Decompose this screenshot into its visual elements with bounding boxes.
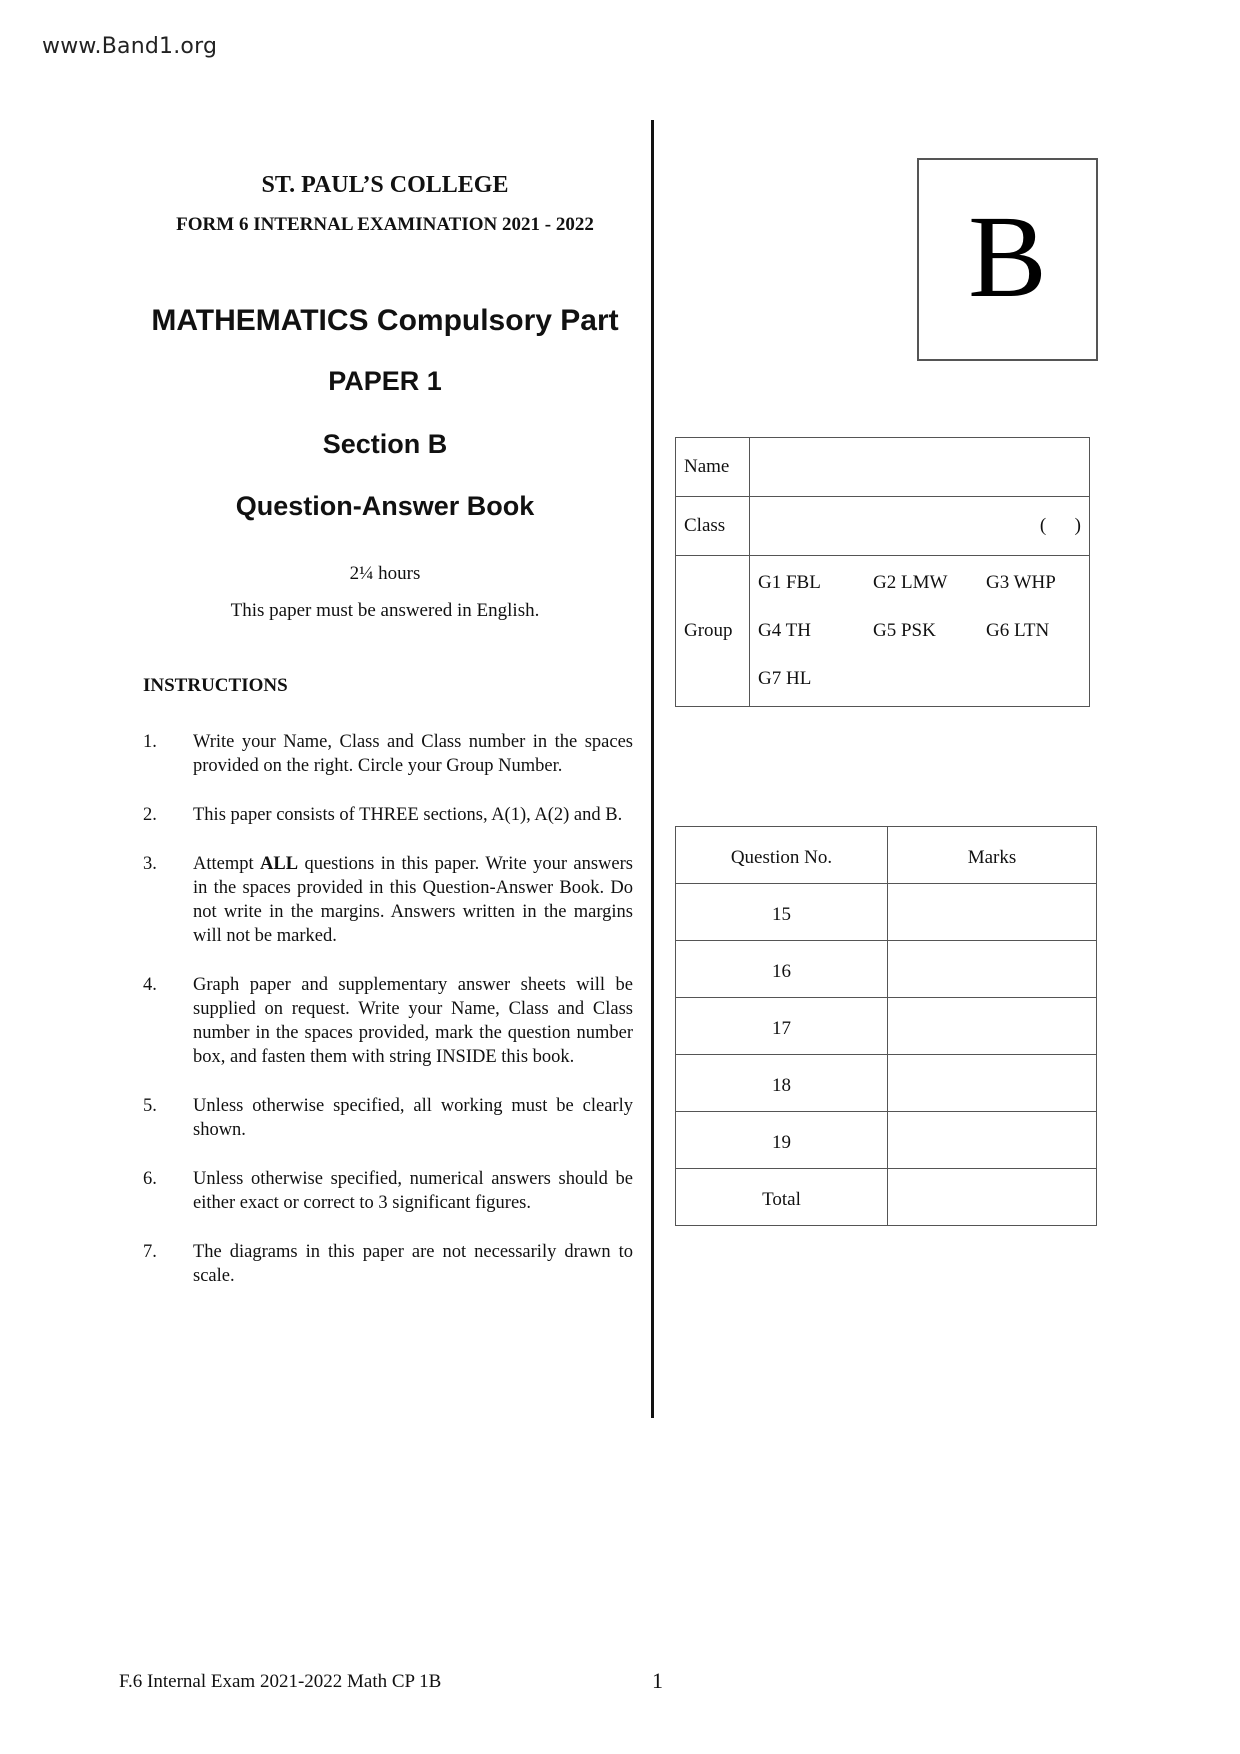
group-option[interactable]: G7 HL: [758, 668, 812, 689]
group-label: Group: [676, 556, 750, 707]
table-row: [676, 998, 1097, 1055]
paper-title: PAPER 1: [328, 366, 442, 396]
page-number: 1: [652, 1668, 663, 1693]
instruction-text: [193, 852, 633, 948]
name-field[interactable]: [750, 438, 1090, 497]
duration: 2¼ hours: [349, 563, 421, 584]
group-options: [750, 556, 1090, 707]
total-marks-cell[interactable]: [888, 1169, 1097, 1226]
marks-cell[interactable]: [888, 941, 1097, 998]
table-row: [676, 1055, 1097, 1112]
group-option[interactable]: G6 LTN: [986, 620, 1050, 641]
class-label: Class: [676, 497, 750, 556]
instruction-text-pre: Attempt: [193, 854, 261, 874]
header-question-no: Question No.: [676, 827, 888, 884]
instruction-text-emphasis: ALL: [260, 854, 299, 874]
instruction-number: 6.: [143, 1169, 157, 1189]
group-row: [676, 556, 1090, 707]
book-title: Question-Answer Book: [235, 491, 535, 521]
section-letter-box: [917, 158, 1098, 361]
instruction-text-post: questions in this paper. Write your answers in the spaces provided in this Question-Answer Book. Do not write in the margins. Answers written in the margins will not be marked.: [193, 854, 633, 946]
marks-cell[interactable]: [888, 884, 1097, 941]
vertical-divider: [651, 120, 654, 1418]
question-number: 16: [676, 941, 888, 998]
question-number: 19: [676, 1112, 888, 1169]
instruction-text: Unless otherwise specified, all working must be clearly shown.: [193, 1096, 633, 1140]
instruction-text: This paper consists of THREE sections, A(1), A(2) and B.: [193, 805, 623, 825]
instruction-item: [143, 852, 633, 948]
instruction-number: 4.: [143, 975, 157, 995]
marks-cell[interactable]: [888, 1112, 1097, 1169]
instruction-number: 5.: [143, 1096, 157, 1116]
table-row: [676, 884, 1097, 941]
question-number: 18: [676, 1055, 888, 1112]
instruction-item: [143, 730, 633, 778]
group-option[interactable]: G1 FBL: [758, 572, 821, 593]
instruction-number: 3.: [143, 854, 157, 874]
group-option[interactable]: G2 LMW: [873, 572, 948, 593]
marks-table-header: [676, 827, 1097, 884]
section-letter: B: [968, 190, 1047, 322]
instruction-item: [143, 1240, 633, 1288]
instruction-text: Graph paper and supplementary answer sheets will be supplied on request. Write your Name, Class and Class number in the spaces provided, mark the question number box, and fasten them with string INSIDE this book.: [193, 975, 633, 1067]
footer-text: F.6 Internal Exam 2021-2022 Math CP 1B: [119, 1671, 442, 1692]
class-field[interactable]: [750, 497, 1090, 556]
college-name: ST. PAUL’S COLLEGE: [261, 172, 509, 198]
instruction-text: The diagrams in this paper are not necessarily drawn to scale.: [193, 1242, 633, 1286]
table-row: [676, 1112, 1097, 1169]
table-row: [676, 941, 1097, 998]
watermark: www.Band1.org: [42, 34, 218, 59]
marks-cell[interactable]: [888, 998, 1097, 1055]
marks-table: [675, 826, 1097, 1226]
instruction-item: [143, 803, 633, 827]
instructions-list: [143, 730, 633, 1313]
language-note: This paper must be answered in English.: [230, 600, 540, 621]
instruction-text: Write your Name, Class and Class number in the spaces provided on the right. Circle your Group Number.: [193, 732, 633, 776]
question-number: 15: [676, 884, 888, 941]
exam-title: FORM 6 INTERNAL EXAMINATION 2021 - 2022: [176, 214, 594, 235]
group-option[interactable]: G3 WHP: [986, 572, 1056, 593]
group-option[interactable]: G4 TH: [758, 620, 811, 641]
instruction-item: [143, 1094, 633, 1142]
class-row: [676, 497, 1090, 556]
total-label: Total: [676, 1169, 888, 1226]
header-marks: Marks: [888, 827, 1097, 884]
instructions-title: INSTRUCTIONS: [143, 675, 288, 696]
student-info-table: [675, 437, 1090, 707]
instruction-item: [143, 973, 633, 1069]
instruction-text: Unless otherwise specified, numerical answers should be either exact or correct to 3 significant figures.: [193, 1169, 633, 1213]
instruction-number: 1.: [143, 732, 157, 752]
subject-title: MATHEMATICS Compulsory Part: [151, 304, 619, 337]
name-label: Name: [676, 438, 750, 497]
marks-cell[interactable]: [888, 1055, 1097, 1112]
instruction-number: 2.: [143, 805, 157, 825]
table-row-total: [676, 1169, 1097, 1226]
section-title: Section B: [322, 429, 448, 459]
name-row: [676, 438, 1090, 497]
group-option[interactable]: G5 PSK: [873, 620, 936, 641]
instruction-number: 7.: [143, 1242, 157, 1262]
question-number: 17: [676, 998, 888, 1055]
instruction-item: [143, 1167, 633, 1215]
class-number-field[interactable]: ( ): [1039, 515, 1081, 536]
